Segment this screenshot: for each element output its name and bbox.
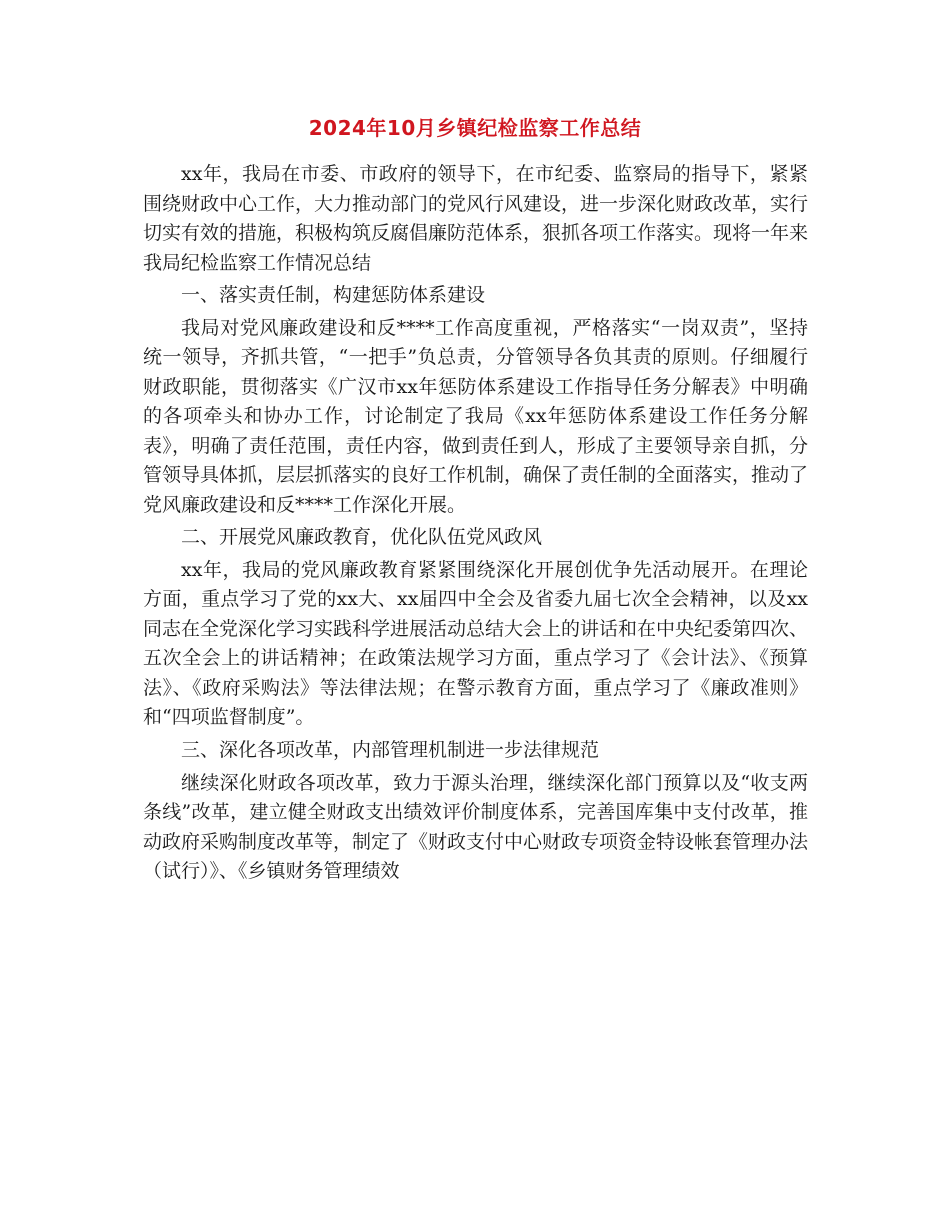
intro-paragraph: xx年，我局在市委、市政府的领导下，在市纪委、监察局的指导下，紧紧围绕财政中心工作，大力推动部门的党风行风建设，进一步深化财政改革，实行切实有效的措施，积极构筑反腐倡廉防范体系，狠抓各项工作落实。现将一年来我局纪检监察工作情况总结 [143,163,809,274]
section-1-paragraph: 我局对党风廉政建设和反****工作高度重视，严格落实“一岗双责”，坚持统一领导，齐抓共管，“一把手”负总责，分管领导各负其责的原则。仔细履行财政职能，贯彻落实《广汉市xx年惩防体系建设工作指导任务分解表》中明确的各项牵头和协办工作，讨论制定了我局《xx年惩防体系建设工作任务分解表》，明确了责任范围，责任内容，做到责任到人，形成了主要领导亲自抓，分管领导具体抓，层层抓落实的良好工作机制，确保了责任制的全面落实，推动了党风廉政建设和反****工作深化开展。 [143,316,809,516]
section-heading-2: 二、开展党风廉政教育，优化队伍党风政风 [181,526,543,549]
section-2-paragraph: xx年，我局的党风廉政教育紧紧围绕深化开展创优争先活动展开。在理论方面，重点学习了党的xx大、xx届四中全会及省委九届七次全会精神，以及xx同志在全党深化学习实践科学进展活动总结大会上的讲话和在中央纪委第四次、五次全会上的讲话精神；在政策法规学习方面，重点学习了《会计法》、《预算法》、《政府采购法》等法律法规；在警示教育方面，重点学习了《廉政准则》和“四项监督制度”。 [143,558,809,729]
section-heading-1: 一、落实责任制，构建惩防体系建设 [181,284,486,307]
section-3-paragraph: 继续深化财政各项改革，致力于源头治理，继续深化部门预算以及“收支两条线”改革，建立健全财政支出绩效评价制度体系，完善国库集中支付改革，推动政府采购制度改革等，制定了《财政支付中心财政专项资金特设帐套管理办法（试行）》、《乡镇财务管理绩效 [143,771,809,883]
section-heading-3: 三、深化各项改革，内部管理机制进一步法律规范 [181,738,600,761]
document-title: 2024年10月乡镇纪检监察工作总结 [308,116,642,140]
document-body [143,160,808,890]
